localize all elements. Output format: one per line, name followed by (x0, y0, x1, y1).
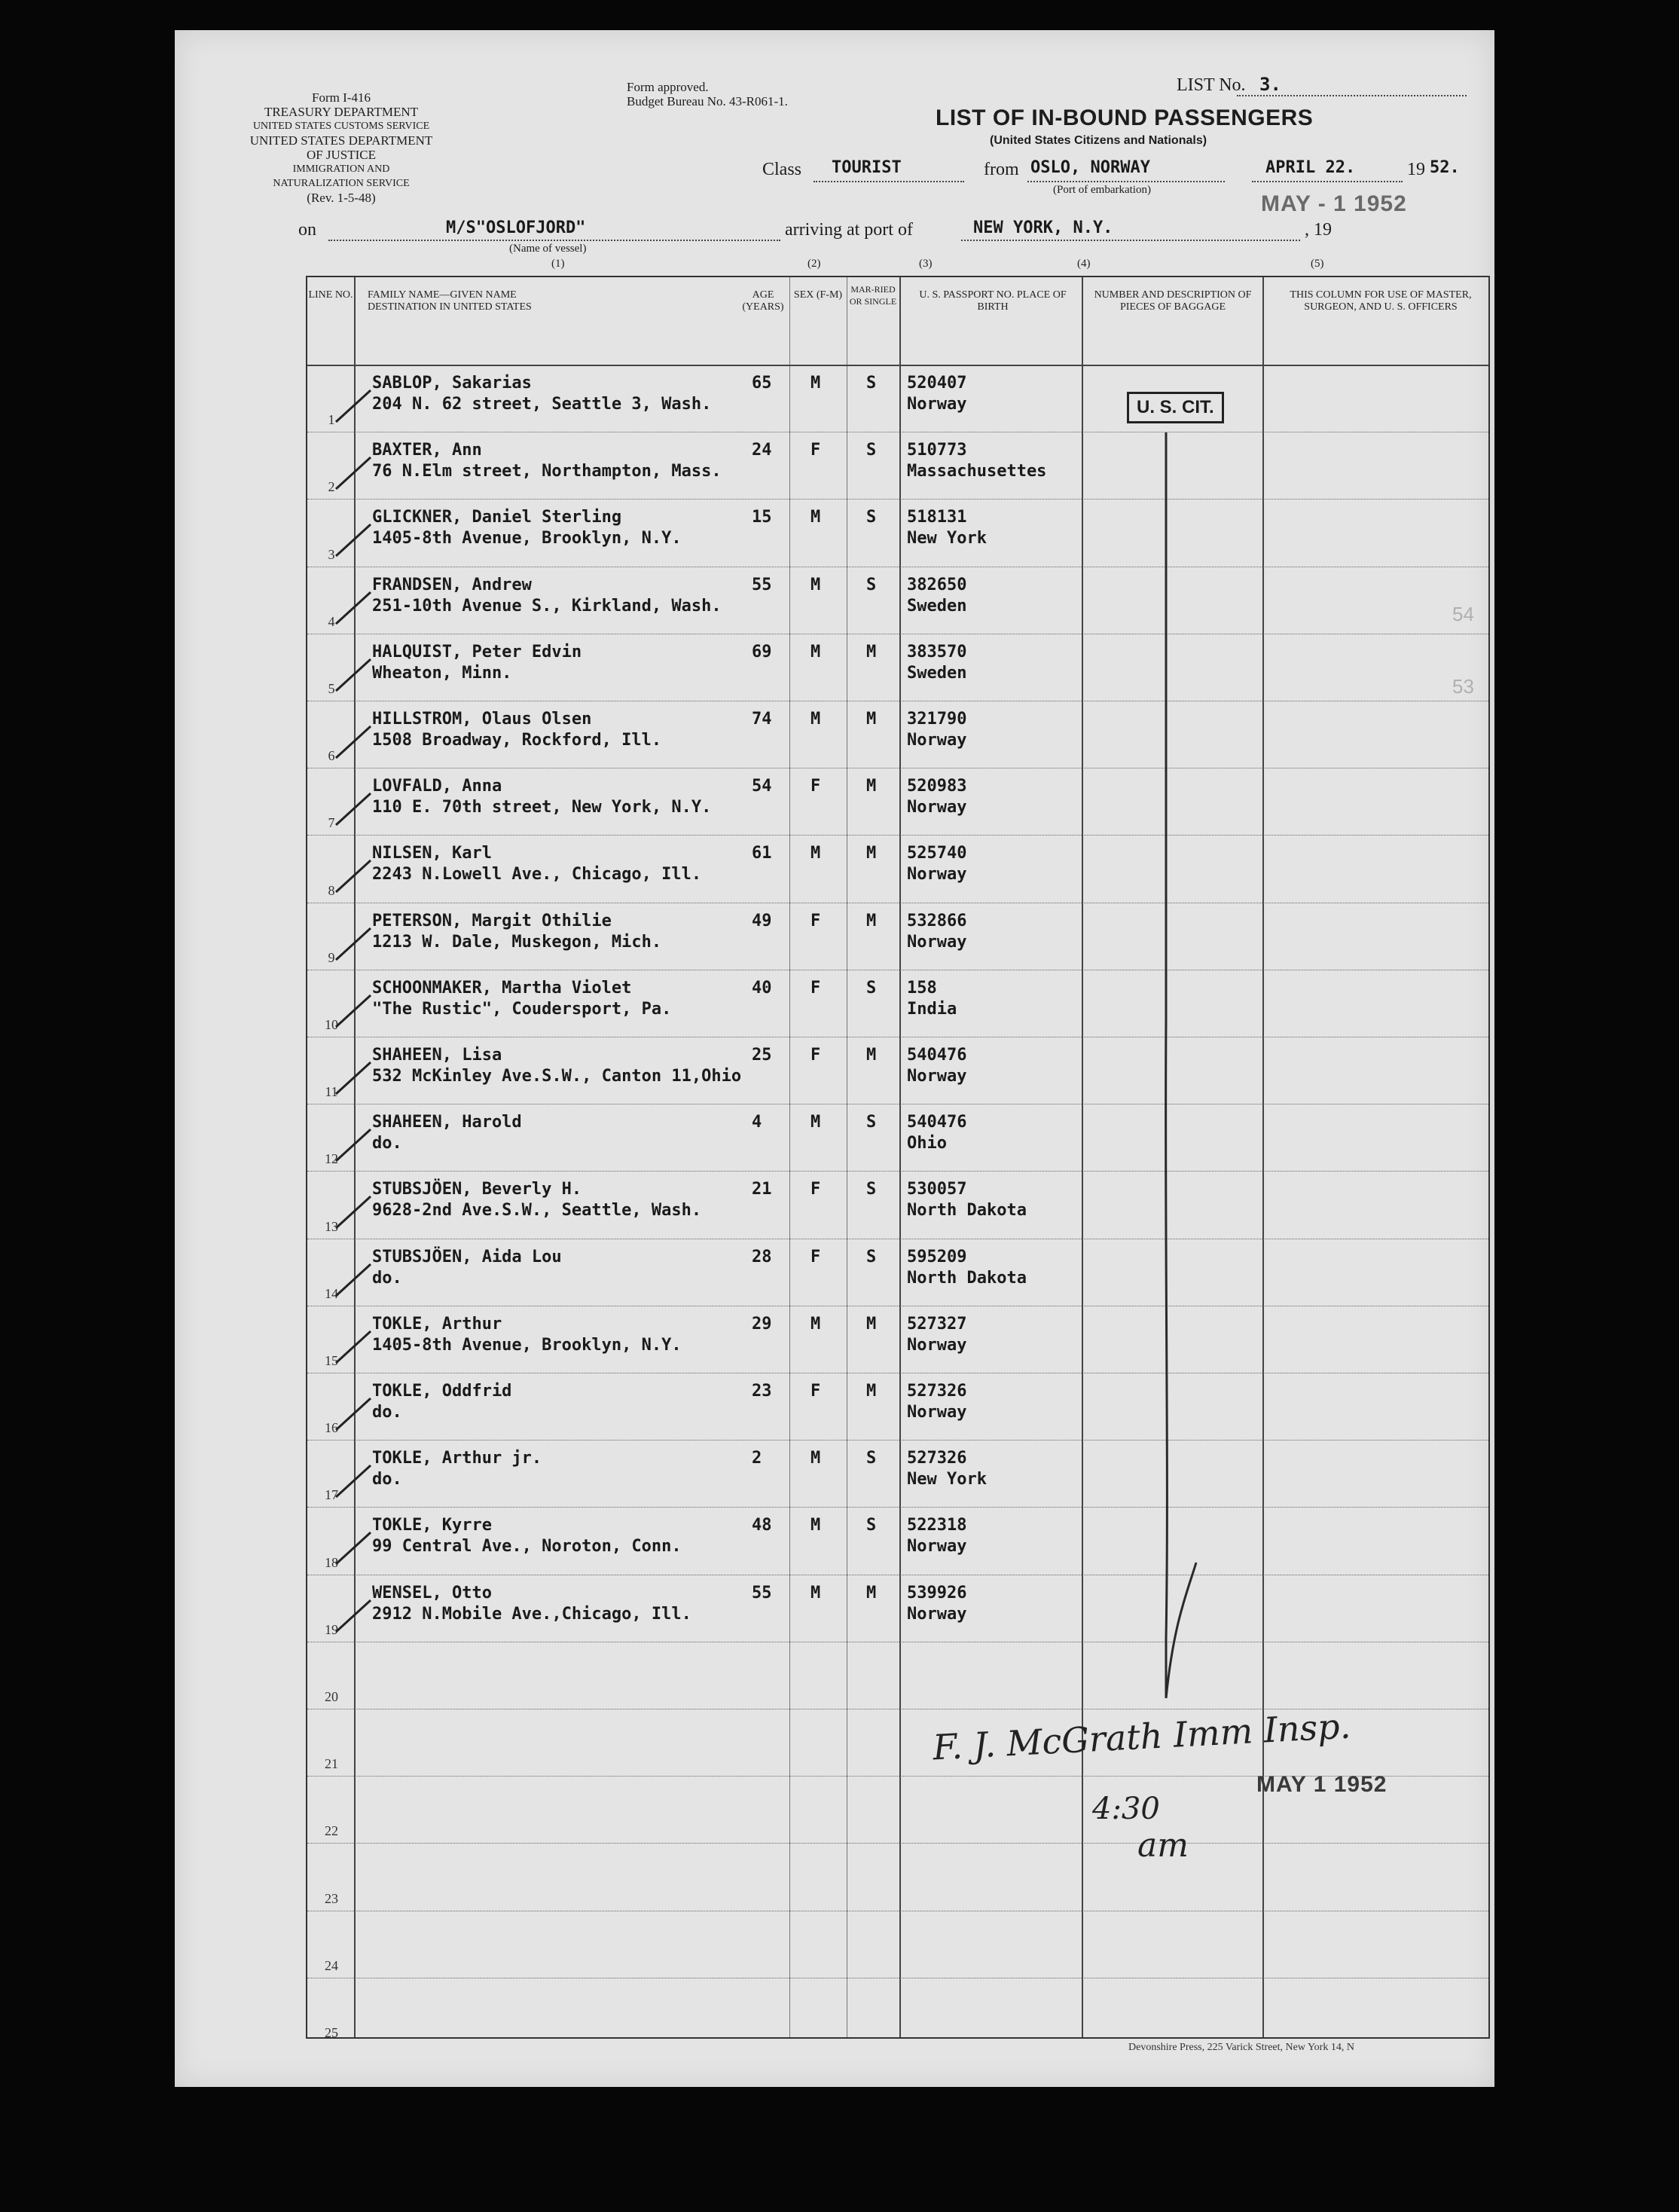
passenger-name: FRANDSEN, Andrew (372, 575, 532, 594)
passenger-destination: do. (372, 1268, 402, 1288)
passenger-destination: Wheaton, Minn. (372, 663, 512, 683)
line-number: 19 (325, 1621, 338, 1637)
margin-note-54: 54 (1452, 603, 1474, 625)
arrival-date-stamp: MAY - 1 1952 (1261, 191, 1407, 216)
passenger-destination: 532 McKinley Ave.S.W., Canton 11,Ohio (372, 1067, 742, 1086)
passenger-sex: F (810, 441, 821, 460)
passenger-marital-status: S (866, 374, 877, 393)
line-number: 23 (325, 1890, 338, 1906)
col-num-5: (5) (1311, 258, 1324, 270)
passenger-age: 40 (752, 978, 772, 998)
passenger-destination: 204 N. 62 street, Seattle 3, Wash. (372, 395, 712, 414)
passenger-age: 29 (752, 1314, 772, 1334)
passenger-name: HALQUIST, Peter Edvin (372, 642, 582, 661)
row-divider (307, 1843, 1488, 1844)
line-number: 9 (328, 949, 335, 965)
passenger-destination: 2912 N.Mobile Ave.,Chicago, Ill. (372, 1604, 691, 1624)
form-approved: Form approved. (627, 80, 709, 94)
passenger-age: 23 (752, 1382, 772, 1401)
class-value: TOURIST (832, 158, 902, 177)
passport-number: 525740 (907, 844, 967, 863)
passenger-age: 55 (752, 1583, 772, 1602)
passenger-sex: F (810, 1247, 821, 1266)
passport-number: 510773 (907, 441, 967, 460)
passenger-name: SHAHEEN, Harold (372, 1113, 522, 1132)
passport-number: 530057 (907, 1180, 967, 1199)
check-mark-icon (333, 1328, 378, 1366)
row-divider (307, 1440, 1488, 1441)
passenger-name: SHAHEEN, Lisa (372, 1046, 502, 1065)
revision: (Rev. 1-5-48) (307, 191, 376, 205)
passenger-destination: do. (372, 1470, 402, 1489)
place-of-birth: Ohio (907, 1134, 947, 1153)
place-of-birth: New York (907, 529, 987, 548)
passenger-destination: 99 Central Ave., Noroton, Conn. (372, 1537, 682, 1557)
dept-justice: UNITED STATES DEPARTMENT OF JUSTICE (249, 133, 433, 162)
embarkation-caption: (Port of embarkation) (1053, 184, 1151, 196)
header-sex: SEX (F-M) (793, 289, 843, 301)
year-prefix: 19 (1407, 160, 1425, 179)
place-of-birth: North Dakota (907, 1201, 1027, 1221)
row-divider (307, 835, 1488, 836)
check-mark-icon (333, 723, 378, 761)
form-title: LIST OF IN-BOUND PASSENGERS (936, 105, 1314, 130)
line-number: 16 (325, 1420, 338, 1436)
check-mark-icon (333, 1126, 378, 1164)
date-line (1252, 181, 1403, 182)
passenger-age: 25 (752, 1046, 772, 1065)
passport-number: 532866 (907, 911, 967, 930)
passenger-sex: F (810, 1382, 821, 1401)
place-of-birth: Norway (907, 1067, 967, 1086)
passenger-sex: M (810, 844, 821, 863)
class-line (814, 181, 964, 182)
line-number: 21 (325, 1756, 338, 1772)
line-number: 10 (325, 1017, 338, 1032)
passenger-name: SABLOP, Sakarias (372, 374, 532, 393)
passenger-name: STUBSJÖEN, Aida Lou (372, 1247, 562, 1266)
budget-bureau: Budget Bureau No. 43-R061-1. (627, 94, 788, 108)
passenger-name: BAXTER, Ann (372, 441, 482, 460)
passenger-name: STUBSJÖEN, Beverly H. (372, 1180, 582, 1199)
from-line (1027, 181, 1225, 182)
line-number: 5 (328, 681, 335, 696)
from-value: OSLO, NORWAY (1030, 158, 1150, 177)
form-number: Form I-416 (312, 90, 371, 105)
passenger-marital-status: S (866, 978, 877, 998)
passenger-marital-status: S (866, 1516, 877, 1535)
col-num-4: (4) (1077, 258, 1091, 270)
passenger-marital-status: M (866, 1583, 877, 1602)
place-of-birth: Norway (907, 798, 967, 817)
passport-number: 527327 (907, 1314, 967, 1334)
passenger-marital-status: M (866, 1314, 877, 1334)
passport-number: 522318 (907, 1516, 967, 1535)
passenger-marital-status: S (866, 441, 877, 460)
check-mark-icon (333, 1529, 378, 1567)
row-divider (307, 1171, 1488, 1172)
passenger-age: 54 (752, 777, 772, 796)
passenger-destination: 1508 Broadway, Rockford, Ill. (372, 731, 662, 750)
passenger-destination: 1405-8th Avenue, Brooklyn, N.Y. (372, 1335, 682, 1355)
place-of-birth: Norway (907, 1335, 967, 1355)
header-passport: U. S. PASSPORT NO. PLACE OF BIRTH (919, 289, 1067, 313)
passenger-age: 2 (752, 1449, 762, 1468)
passenger-name: TOKLE, Kyrre (372, 1516, 492, 1535)
row-divider (307, 1507, 1488, 1508)
passenger-destination: do. (372, 1403, 402, 1422)
passenger-sex: M (810, 575, 821, 594)
passenger-marital-status: S (866, 508, 877, 527)
passport-number: 383570 (907, 642, 967, 661)
passport-number: 520983 (907, 777, 967, 796)
passport-number: 520407 (907, 374, 967, 393)
line-number: 12 (325, 1151, 338, 1167)
passenger-name: HILLSTROM, Olaus Olsen (372, 710, 592, 729)
check-mark-icon (333, 656, 378, 694)
passport-number: 382650 (907, 575, 967, 594)
passenger-sex: M (810, 1113, 821, 1132)
passenger-age: 4 (752, 1113, 762, 1132)
passport-number: 321790 (907, 710, 967, 729)
handwritten-time: 4:30 (1092, 1792, 1160, 1826)
passenger-marital-status: S (866, 1247, 877, 1266)
line-number: 22 (325, 1823, 338, 1839)
manifest-page (175, 30, 1494, 2087)
passenger-name: SCHOONMAKER, Martha Violet (372, 978, 632, 998)
line-number: 20 (325, 1689, 338, 1704)
row-divider (307, 499, 1488, 500)
passenger-sex: M (810, 710, 821, 729)
passport-number: 527326 (907, 1449, 967, 1468)
passenger-age: 65 (752, 374, 772, 393)
line-number: 14 (325, 1285, 338, 1301)
passenger-age: 55 (752, 575, 772, 594)
check-mark-icon (333, 790, 378, 828)
passenger-sex: F (810, 1046, 821, 1065)
vessel-line (328, 240, 780, 241)
passenger-marital-status: S (866, 1180, 877, 1199)
handwritten-ampm: am (1137, 1826, 1189, 1865)
check-mark-icon (333, 925, 378, 963)
check-mark-icon (333, 1059, 378, 1097)
passenger-age: 74 (752, 710, 772, 729)
passenger-marital-status: M (866, 911, 877, 930)
line-number: 15 (325, 1353, 338, 1368)
check-mark-icon (333, 1395, 378, 1433)
passenger-name: NILSEN, Karl (372, 844, 492, 863)
check-mark-icon (333, 454, 378, 492)
place-of-birth: Norway (907, 395, 967, 414)
margin-note-53: 53 (1452, 675, 1474, 698)
place-of-birth: Norway (907, 932, 967, 952)
place-of-birth: New York (907, 1470, 987, 1489)
check-mark-icon (333, 992, 378, 1030)
inspector-signature: F. J. McGrath Imm Insp. (931, 1705, 1352, 1768)
class-label: Class (762, 160, 802, 179)
passenger-destination: 1405-8th Avenue, Brooklyn, N.Y. (372, 529, 682, 548)
passenger-destination: 110 E. 70th street, New York, N.Y. (372, 798, 712, 817)
header-married: MAR-RIED OR SINGLE (849, 284, 897, 307)
line-number: 8 (328, 882, 335, 898)
place-of-birth: India (907, 999, 957, 1019)
form-subtitle: (United States Citizens and Nationals) (990, 134, 1207, 147)
passenger-name: TOKLE, Arthur jr. (372, 1449, 542, 1468)
list-number-row (1177, 75, 1470, 102)
passenger-marital-status: S (866, 1449, 877, 1468)
passenger-age: 48 (752, 1516, 772, 1535)
from-label: from (984, 160, 1019, 179)
passenger-name: LOVFALD, Anna (372, 777, 502, 796)
form-approval (627, 80, 800, 108)
passenger-name: WENSEL, Otto (372, 1583, 492, 1602)
passenger-sex: M (810, 1449, 821, 1468)
passenger-marital-status: S (866, 1113, 877, 1132)
header-line-no: LINE NO. (308, 289, 353, 301)
vessel-row (298, 217, 1488, 262)
passenger-marital-status: S (866, 575, 877, 594)
list-no-line (1237, 95, 1467, 96)
passenger-destination: 2243 N.Lowell Ave., Chicago, Ill. (372, 865, 702, 884)
passenger-name: TOKLE, Oddfrid (372, 1382, 512, 1401)
on-label: on (298, 220, 316, 240)
line-number: 6 (328, 748, 335, 764)
passport-number: 540476 (907, 1046, 967, 1065)
passenger-age: 21 (752, 1180, 772, 1199)
passenger-destination: 76 N.Elm street, Northampton, Mass. (372, 462, 722, 481)
col-num-1: (1) (551, 258, 565, 270)
place-of-birth: Norway (907, 1604, 967, 1624)
port-line (961, 240, 1300, 241)
arriving-label: arriving at port of (785, 220, 913, 240)
year-value: 52. (1430, 158, 1460, 177)
line-number: 11 (325, 1084, 338, 1100)
check-mark-icon (333, 589, 378, 627)
ditto-line (1121, 417, 1211, 1864)
vessel-caption: (Name of vessel) (509, 243, 587, 255)
list-no-value: 3. (1259, 74, 1281, 95)
inspection-date-stamp: MAY 1 1952 (1256, 1772, 1387, 1797)
port-name: NEW YORK, N.Y. (973, 218, 1113, 237)
passenger-marital-status: M (866, 1382, 877, 1401)
passenger-marital-status: M (866, 710, 877, 729)
passenger-age: 49 (752, 911, 772, 930)
passport-number: 540476 (907, 1113, 967, 1132)
header-baggage: NUMBER AND DESCRIPTION OF PIECES OF BAGGAGE (1094, 289, 1252, 313)
check-mark-icon (333, 1261, 378, 1299)
passenger-sex: M (810, 1516, 821, 1535)
place-of-birth: North Dakota (907, 1268, 1027, 1288)
place-of-birth: Sweden (907, 596, 967, 616)
passenger-destination: 9628-2nd Ave.S.W., Seattle, Wash. (372, 1201, 702, 1221)
passenger-sex: F (810, 911, 821, 930)
passenger-sex: M (810, 1583, 821, 1602)
line-number: 1 (328, 412, 335, 428)
passenger-sex: F (810, 1180, 821, 1199)
passport-number: 518131 (907, 508, 967, 527)
place-of-birth: Norway (907, 731, 967, 750)
passenger-age: 24 (752, 441, 772, 460)
dept-ins: IMMIGRATION AND NATURALIZATION SERVICE (273, 163, 410, 189)
check-mark-icon (333, 1597, 378, 1635)
dept-treasury: TREASURY DEPARTMENT (264, 105, 419, 119)
issuing-department-block (247, 90, 435, 205)
line-number: 2 (328, 479, 335, 495)
vessel-name: M/S"OSLOFJORD" (446, 218, 586, 237)
passenger-destination: do. (372, 1134, 402, 1153)
place-of-birth: Massachusettes (907, 462, 1047, 481)
passenger-marital-status: M (866, 642, 877, 661)
passenger-marital-status: M (866, 1046, 877, 1065)
check-mark-icon (333, 857, 378, 895)
passenger-destination: 251-10th Avenue S., Kirkland, Wash. (372, 596, 722, 616)
check-mark-icon (333, 521, 378, 559)
passenger-age: 15 (752, 508, 772, 527)
check-mark-icon (333, 1462, 378, 1500)
list-no-label: LIST No. (1177, 75, 1246, 95)
place-of-birth: Norway (907, 865, 967, 884)
passenger-destination: 1213 W. Dale, Muskegon, Mich. (372, 932, 662, 952)
check-mark-icon (333, 387, 378, 425)
passenger-name: GLICKNER, Daniel Sterling (372, 508, 622, 527)
printer-imprint: Devonshire Press, 225 Varick Street, New York 14, N (1128, 2042, 1354, 2053)
passenger-sex: F (810, 777, 821, 796)
header-officers: THIS COLUMN FOR USE OF MASTER, SURGEON, AND U. S. OFFICERS (1290, 289, 1472, 313)
dept-customs: UNITED STATES CUSTOMS SERVICE (252, 121, 430, 132)
passenger-name: TOKLE, Arthur (372, 1314, 502, 1334)
passenger-sex: M (810, 374, 821, 393)
line-number: 4 (328, 613, 335, 629)
passenger-marital-status: M (866, 844, 877, 863)
passenger-age: 61 (752, 844, 772, 863)
col-num-3: (3) (919, 258, 933, 270)
passport-number: 527326 (907, 1382, 967, 1401)
passenger-table (306, 276, 1490, 2039)
us-citizen-stamp: U. S. CIT. (1127, 392, 1224, 423)
passenger-sex: M (810, 642, 821, 661)
line-number: 3 (328, 546, 335, 562)
line-number: 25 (325, 2025, 338, 2040)
check-mark-icon (333, 1193, 378, 1231)
passenger-sex: M (810, 508, 821, 527)
passport-number: 158 (907, 978, 937, 998)
passenger-name: PETERSON, Margit Othilie (372, 911, 612, 930)
passport-number: 595209 (907, 1247, 967, 1266)
place-of-birth: Norway (907, 1537, 967, 1557)
departure-date: APRIL 22. (1265, 158, 1356, 177)
place-of-birth: Norway (907, 1403, 967, 1422)
line-number: 18 (325, 1554, 338, 1570)
col-num-2: (2) (807, 258, 821, 270)
place-of-birth: Sweden (907, 663, 967, 683)
passenger-age: 28 (752, 1247, 772, 1266)
passport-number: 539926 (907, 1583, 967, 1602)
line-number: 13 (325, 1218, 338, 1234)
year2-prefix: , 19 (1305, 220, 1332, 240)
line-number: 7 (328, 815, 335, 831)
passenger-sex: F (810, 978, 821, 998)
passenger-marital-status: M (866, 777, 877, 796)
passenger-sex: M (810, 1314, 821, 1334)
passenger-age: 69 (752, 642, 772, 661)
header-age: AGE (YEARS) (742, 289, 784, 313)
header-name: FAMILY NAME—GIVEN NAME DESTINATION IN UNITED STATES (368, 289, 532, 313)
line-number: 17 (325, 1487, 338, 1503)
line-number: 24 (325, 1957, 338, 1973)
passenger-destination: "The Rustic", Coudersport, Pa. (372, 999, 672, 1019)
